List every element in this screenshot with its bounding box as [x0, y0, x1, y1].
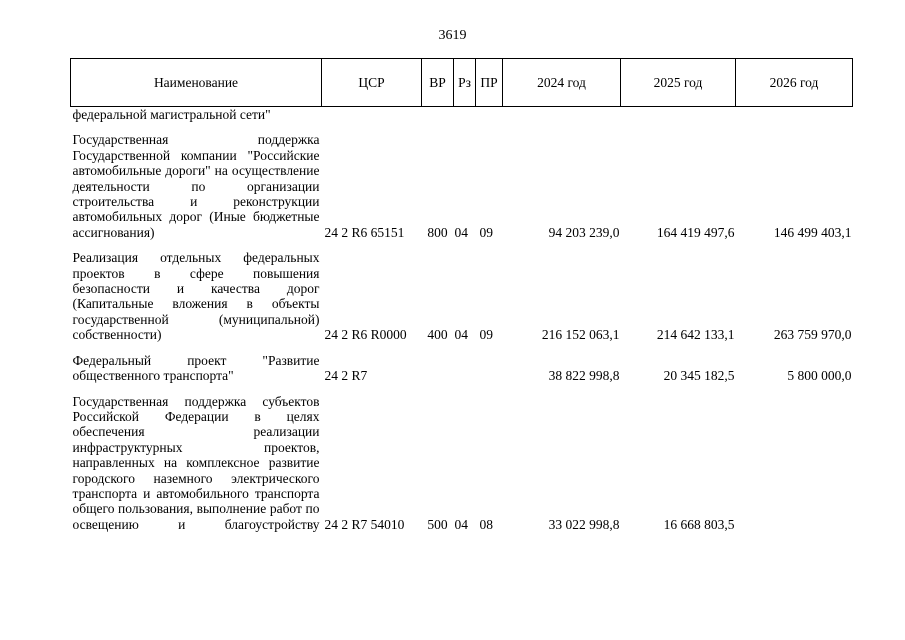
- row-2026: 146 499 403,1: [773, 224, 852, 240]
- row-csr: 24 2 R7: [324, 368, 368, 384]
- row-csr: 24 2 R6 R0000: [324, 327, 407, 343]
- header-2024: 2024 год: [503, 59, 621, 107]
- row-rz: 04: [454, 327, 468, 343]
- row-2024: 94 203 239,0: [548, 224, 620, 240]
- row-rz: 04: [454, 224, 468, 240]
- row-name: Реализация отдельных федеральных проектов в сфере повышения безопасности и качества дорог (Капитальные вложения в объекты государственной (муниципальной) собственности): [72, 250, 320, 343]
- row-name: Федеральный проект "Развитие общественного транспорта": [72, 352, 320, 384]
- row-2025: 20 345 182,5: [663, 368, 735, 384]
- header-pr: ПР: [476, 59, 503, 107]
- row-2026: [736, 107, 853, 123]
- row-csr: [322, 107, 422, 123]
- header-2026: 2026 год: [736, 59, 853, 107]
- row-name: Государственная поддержка субъектов Российской Федерации в целях обеспечения реализации инфраструктурных проектов, направленных на комплексное развитие городского наземного электрического транспорта и автомобильного транспорта общего пользования, выполнение работ по освещению и благоустройству: [72, 393, 320, 532]
- row-2025: 164 419 497,6: [656, 224, 735, 240]
- row-csr: 24 2 R7 54010: [324, 516, 405, 532]
- header-vr: ВР: [422, 59, 454, 107]
- row-2026: 263 759 970,0: [773, 327, 852, 343]
- page-number: 3619: [438, 28, 467, 43]
- row-name: Государственная поддержка Государственной компании "Российские автомобильные дороги" на осуществление деятельности по организации строительства и реконструкции автомобильных дорог (Иные бюджетные ассигнования): [72, 132, 320, 240]
- row-pr: 09: [479, 224, 493, 240]
- row-pr: [476, 107, 503, 123]
- header-name: Наименование: [71, 59, 322, 107]
- row-rz: [454, 343, 476, 384]
- table-row: [71, 107, 853, 123]
- row-vr: 500: [427, 516, 448, 532]
- row-2026: 5 800 000,0: [787, 368, 852, 384]
- row-2024: [503, 107, 621, 123]
- row-rz: [454, 107, 476, 123]
- row-vr: 400: [427, 327, 448, 343]
- table-row: [71, 122, 853, 240]
- row-2025: 16 668 803,5: [663, 516, 735, 532]
- table-row: [71, 240, 853, 342]
- header-2025: 2025 год: [621, 59, 736, 107]
- table-row: [71, 343, 853, 384]
- header-rz: Рз: [454, 59, 476, 107]
- row-vr: [422, 107, 454, 123]
- row-pr: [476, 343, 503, 384]
- row-2025: [621, 107, 736, 123]
- table-body: [71, 107, 853, 533]
- header-csr: ЦСР: [322, 59, 422, 107]
- row-name: федеральной магистральной сети": [72, 107, 271, 122]
- row-pr: 08: [479, 516, 493, 532]
- row-vr: [422, 343, 454, 384]
- row-2025: 214 642 133,1: [656, 327, 735, 343]
- row-pr: 09: [479, 327, 493, 343]
- row-2024: 216 152 063,1: [541, 327, 620, 343]
- row-2024: 33 022 998,8: [548, 516, 620, 532]
- row-csr: 24 2 R6 65151: [324, 224, 405, 240]
- table-row: [71, 384, 853, 533]
- budget-table: [70, 58, 853, 532]
- row-vr: 800: [427, 224, 448, 240]
- row-rz: 04: [454, 516, 468, 532]
- row-2024: 38 822 998,8: [548, 368, 620, 384]
- table-header: [71, 59, 853, 107]
- row-2026: [736, 384, 853, 533]
